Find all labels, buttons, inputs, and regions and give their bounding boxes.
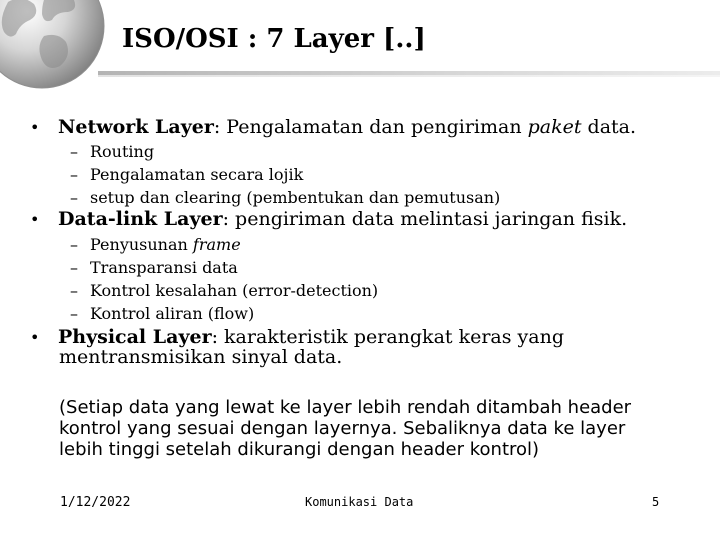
bullet-term: Data-link Layer — [58, 208, 223, 230]
bullet-text-after: data. — [581, 116, 637, 138]
sub-item — [70, 188, 500, 207]
sub-text: Transparansi data — [90, 258, 238, 277]
sub-dash: – — [70, 188, 78, 207]
sub-item — [70, 304, 254, 323]
sub-text: Kontrol aliran (flow) — [90, 304, 255, 323]
sub-dash: – — [70, 165, 78, 184]
page-number: 5 — [652, 495, 660, 509]
bullet-data-link-layer — [30, 208, 627, 230]
sub-item — [70, 235, 241, 254]
sub-dash: – — [70, 142, 78, 161]
sub-text: Routing — [90, 142, 155, 161]
bullet-continuation: mentransmisikan sinyal data. — [59, 346, 343, 368]
sub-item — [70, 281, 378, 300]
globe-icon — [0, 0, 106, 90]
note-line: lebih tinggi setelah dikurangi dengan header kontrol) — [59, 439, 540, 460]
bullet-symbol: • — [30, 328, 40, 347]
bullet-term: Physical Layer — [58, 326, 212, 348]
sub-dash: – — [70, 258, 78, 277]
sub-item — [70, 258, 238, 277]
bullet-symbol: • — [30, 118, 40, 137]
bullet-text: : pengiriman data melintasi jaringan fisik. — [222, 208, 628, 230]
sub-text: Kontrol kesalahan (error-detection) — [90, 281, 379, 300]
bullet-symbol: • — [30, 210, 40, 229]
note-line: (Setiap data yang lewat ke layer lebih rendah ditambah header — [59, 397, 632, 418]
bullet-term: Network Layer — [58, 116, 214, 138]
slide-title: ISO/OSI : 7 Layer [..] — [122, 24, 426, 54]
sub-text: setup dan clearing (pembentukan dan pemutusan) — [90, 188, 501, 207]
footer-date: 1/12/2022 — [60, 495, 131, 510]
title-rule-shadow — [98, 75, 720, 77]
sub-italic: frame — [192, 235, 241, 254]
bullet-text: : Pengalamatan dan pengiriman — [213, 116, 528, 138]
bullet-network-layer — [30, 116, 636, 138]
sub-item — [70, 165, 303, 184]
note-line: kontrol yang sesuai dengan layernya. Sebaliknya data ke layer — [59, 418, 626, 439]
sub-dash: – — [70, 235, 78, 254]
bullet-physical-layer — [30, 326, 564, 348]
sub-dash: – — [70, 281, 78, 300]
footer-title: Komunikasi Data — [305, 495, 414, 509]
bullet-italic: paket — [527, 116, 582, 138]
sub-dash: – — [70, 304, 78, 323]
sub-text: Pengalamatan secara lojik — [90, 165, 304, 184]
sub-item — [70, 142, 154, 161]
bullet-text: : karakteristik perangkat keras yang — [211, 326, 564, 348]
sub-text: Penyusunan — [90, 235, 193, 254]
